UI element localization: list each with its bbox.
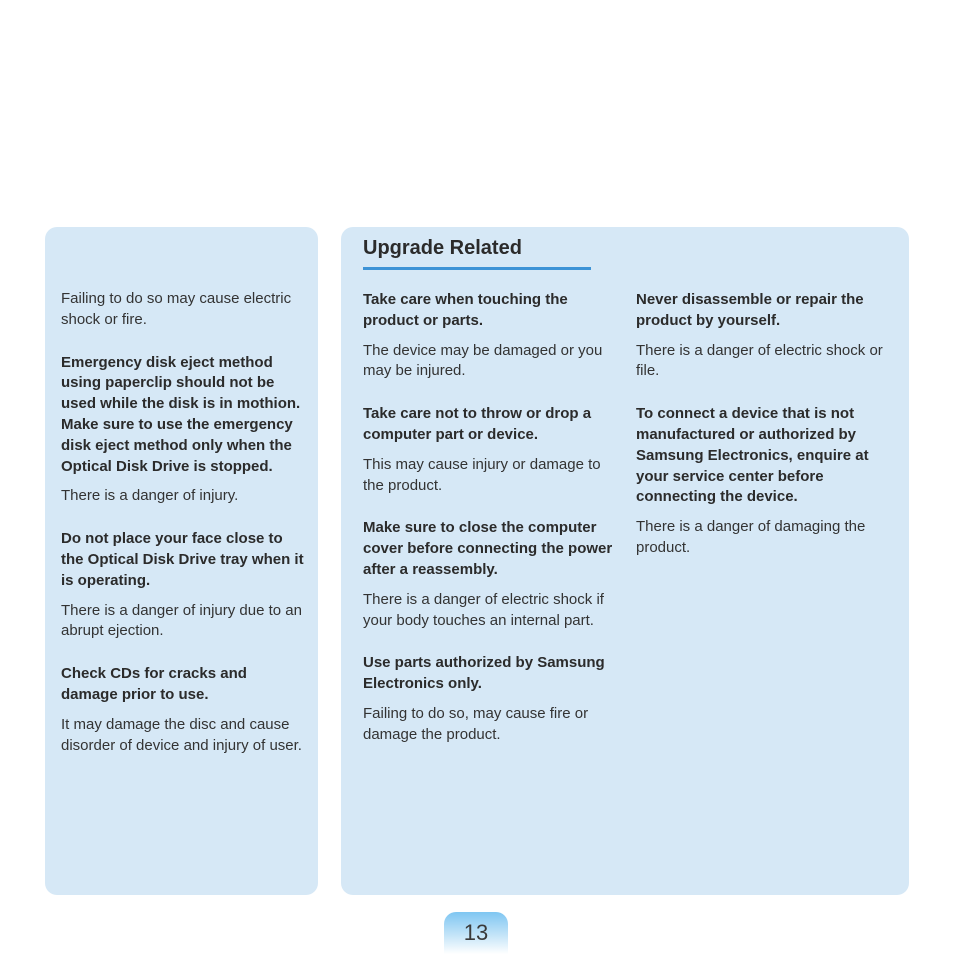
section-title: Upgrade Related xyxy=(363,237,522,259)
item-body: There is a danger of injury due to an abrupt ejection. xyxy=(61,601,302,640)
upgrade-item xyxy=(363,404,615,496)
item-heading: Use parts authorized by Samsung Electronics only. xyxy=(363,654,605,693)
item-body: The device may be damaged or you may be injured. xyxy=(363,341,603,380)
item-heading: Check CDs for cracks and damage prior to use. xyxy=(61,665,247,703)
column-right xyxy=(636,290,888,581)
item-body: There is a danger of electric shock or file. xyxy=(636,341,883,380)
upgrade-item xyxy=(636,404,888,559)
left-item xyxy=(61,664,306,756)
left-lead-text: Failing to do so may cause electric shock or fire. xyxy=(61,290,292,328)
item-body: There is a danger of damaging the product. xyxy=(636,518,866,556)
item-heading: Take care not to throw or drop a computer part or device. xyxy=(363,405,592,443)
item-heading: Take care when touching the product or parts. xyxy=(363,291,568,329)
upgrade-related-panel xyxy=(341,227,909,895)
upgrade-item xyxy=(363,653,615,745)
item-heading: To connect a device that is not manufactured or authorized by Samsung Electronics, enquire at your service center before connecting the device. xyxy=(636,405,869,506)
left-item xyxy=(61,529,306,642)
page-number: 13 xyxy=(444,912,508,954)
item-heading: Emergency disk eject method using paperclip should not be used while the disk is in mothion. Make sure to use the emergency disk eject method only when the Optical Disk Drive is stopped. xyxy=(61,353,301,475)
upgrade-item xyxy=(363,518,615,631)
item-body: It may damage the disc and cause disorder of device and injury of user. xyxy=(61,715,302,754)
left-panel xyxy=(45,227,318,895)
upgrade-item xyxy=(363,290,615,382)
item-heading: Do not place your face close to the Optical Disk Drive tray when it is operating. xyxy=(61,530,304,589)
column-left xyxy=(363,290,615,768)
item-body: There is a danger of electric shock if your body touches an internal part. xyxy=(363,590,604,629)
left-item xyxy=(61,353,306,508)
title-underline xyxy=(363,267,591,270)
item-body: This may cause injury or damage to the product. xyxy=(363,455,601,494)
upgrade-item xyxy=(636,290,888,382)
item-heading: Make sure to close the computer cover before connecting the power after a reassembly. xyxy=(363,519,613,578)
item-heading: Never disassemble or repair the product by yourself. xyxy=(636,291,864,329)
item-body: Failing to do so, may cause fire or damage the product. xyxy=(363,704,589,743)
item-body: There is a danger of injury. xyxy=(61,487,239,505)
